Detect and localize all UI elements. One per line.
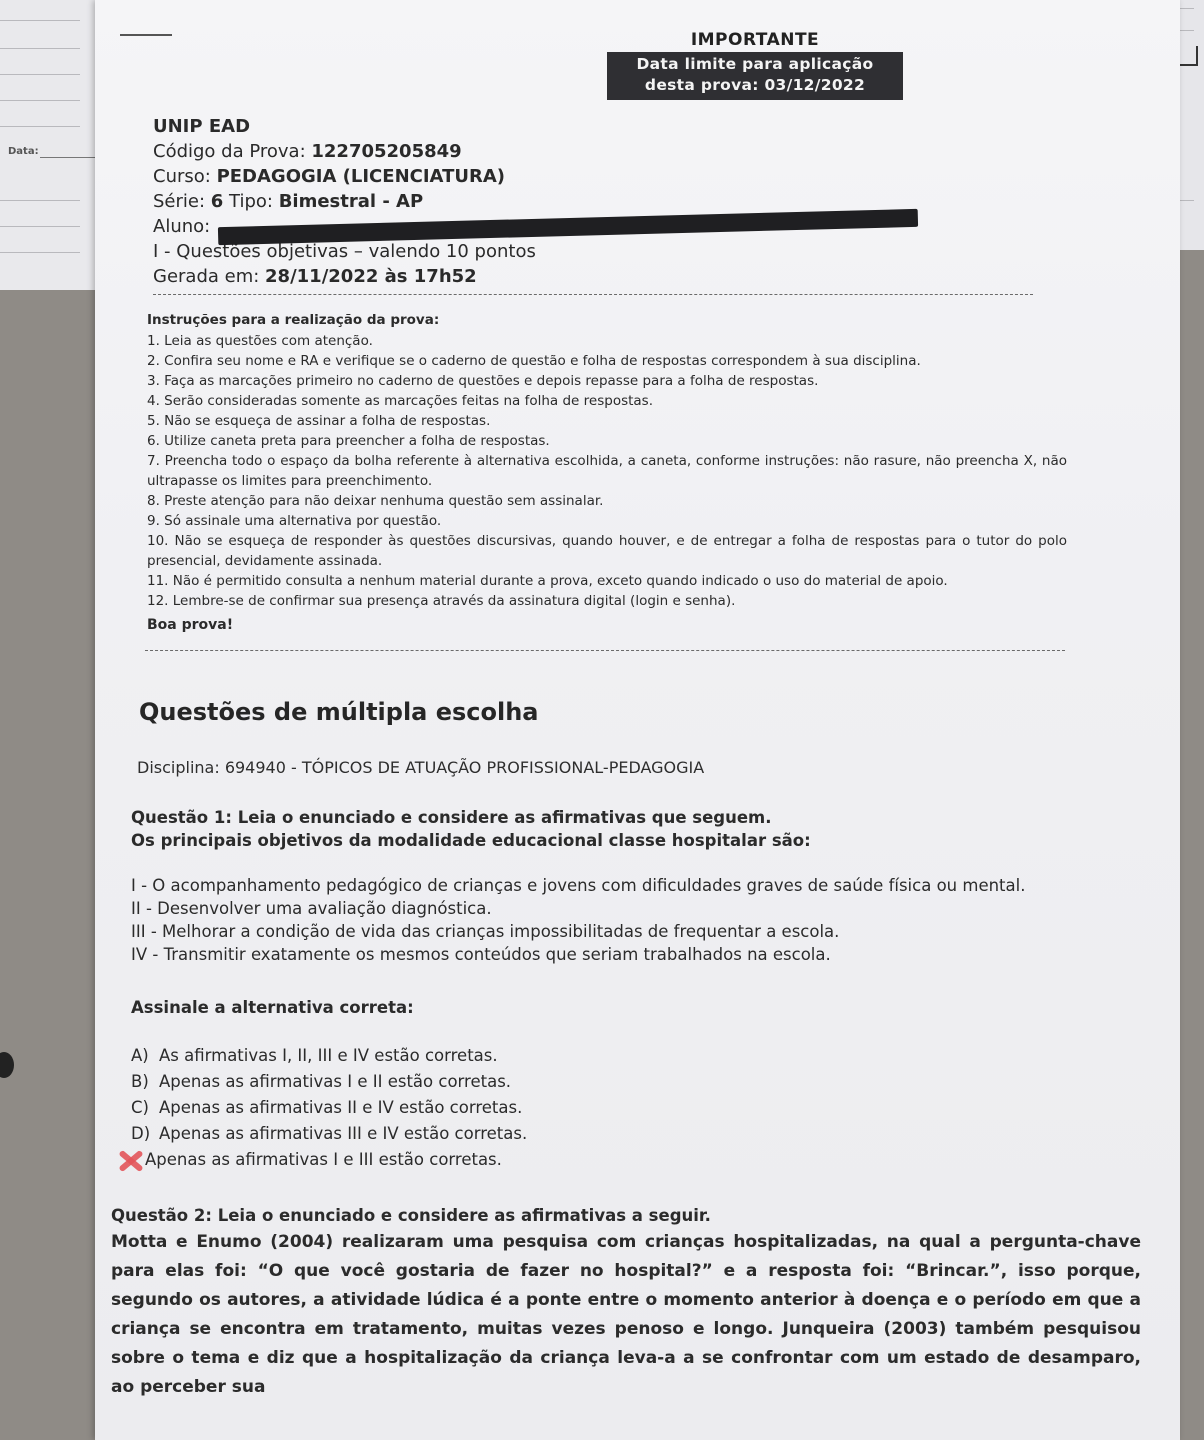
option-text: As afirmativas I, II, III e IV estão corretas. [159, 1046, 498, 1065]
option-text: Apenas as afirmativas III e IV estão corretas. [159, 1124, 528, 1143]
course [153, 164, 918, 189]
option-d[interactable] [131, 1121, 1051, 1147]
instruction-item: 5. Não se esqueça de assinar a folha de respostas. [147, 413, 491, 429]
question-2-prompt: Questão 2: Leia o enunciado e considere as afirmativas a seguir. [111, 1206, 711, 1225]
question-1-prompt-line-1: Questão 1: Leia o enunciado e considere as afirmativas que seguem. [131, 808, 772, 827]
series-value: 6 [210, 191, 224, 212]
institution-name: UNIP EAD [153, 116, 251, 137]
instructions-title: Instruções para a realização da prova: [147, 312, 440, 328]
instruction-item: 6. Utilize caneta preta para preencher a folha de respostas. [147, 433, 550, 449]
question-1-prompt-line-2: Os principais objetivos da modalidade educacional classe hospitalar são: [131, 831, 811, 850]
statement-item: I - O acompanhamento pedagógico de crianças e jovens com dificuldades graves de saúde física ou mental. [131, 876, 1026, 895]
instruction-item: 8. Preste atenção para não deixar nenhuma questão sem assinalar. [147, 493, 604, 509]
option-text: Apenas as afirmativas I e III estão corretas. [145, 1150, 502, 1169]
deadline-box [607, 52, 903, 100]
statement-item: IV - Transmitir exatamente os mesmos conteúdos que seriam trabalhados na escola. [131, 945, 831, 964]
generated-value: 28/11/2022 às 17h52 [265, 266, 477, 287]
instructions-divider [145, 650, 1065, 651]
exam-code-label: Código da Prova: [153, 141, 312, 162]
series-type [153, 189, 918, 214]
question-1 [131, 806, 1051, 1173]
background-date-label: Data: [8, 146, 39, 157]
question-2 [111, 1204, 1141, 1402]
background-dark-object [0, 1052, 14, 1078]
background-right-mark-vertical [1196, 46, 1198, 66]
option-a[interactable] [131, 1043, 1051, 1069]
option-b[interactable] [131, 1069, 1051, 1095]
option-letter: D) [131, 1124, 151, 1143]
instruction-item: 1. Leia as questões com atenção. [147, 333, 373, 349]
red-x-mark-icon [115, 1147, 145, 1173]
generated-label: Gerada em: [153, 266, 266, 287]
type-label: Tipo: [223, 191, 279, 212]
option-text: Apenas as afirmativas I e II estão corretas. [159, 1072, 512, 1091]
course-value: PEDAGOGIA (LICENCIATURA) [216, 166, 505, 187]
instruction-item: 3. Faça as marcações primeiro no caderno de questões e depois repasse para a folha de respostas. [147, 373, 819, 389]
student-label: Aluno: [153, 216, 216, 237]
question-1-options [131, 1043, 1051, 1173]
instruction-item: 11. Não é permitido consulta a nenhum material durante a prova, exceto quando indicado o uso do material de apoio. [147, 573, 948, 589]
exam-code [153, 139, 918, 164]
question-2-text: Motta e Enumo (2004) realizaram uma pesquisa com crianças hospitalizadas, na qual a pergunta-chave para elas foi: “O que você gostaria de fazer no hospital?” e a resposta foi: “Brincar.”, isso porque, segundo os autores, a atividade lúdica é a ponte entre o momento anterior à doença e o período em que a criança se encontra em tratamento, muitas vezes penoso e longo. Junqueira (2003) também pesquisou sobre o tema e diz que a hospitalização da criança leva-a a se confrontar com um estado de desamparo, ao perceber sua [111, 1232, 1141, 1397]
discipline: Disciplina: 694940 - TÓPICOS DE ATUAÇÃO PROFISSIONAL-PEDAGOGIA [137, 758, 705, 777]
statement-item: III - Melhorar a condição de vida das crianças impossibilitadas de frequentar a escola. [131, 922, 840, 941]
top-dash-mark [120, 34, 172, 36]
option-letter: B) [131, 1072, 149, 1091]
deadline-line-1: Data limite para aplicação [636, 55, 874, 73]
background-date-line [40, 157, 95, 158]
section-line: I - Questões objetivas – valendo 10 pontos [153, 241, 536, 262]
background-paper-left [0, 0, 110, 290]
generated-at [153, 264, 918, 289]
important-notice [607, 30, 903, 100]
option-c[interactable] [131, 1095, 1051, 1121]
important-title: IMPORTANTE [690, 30, 820, 50]
option-e-marked[interactable] [131, 1147, 1051, 1173]
question-1-instruction: Assinale a alternativa correta: [131, 998, 414, 1017]
instruction-item: 4. Serão consideradas somente as marcações feitas na folha de respostas. [147, 393, 653, 409]
student [153, 214, 918, 239]
instruction-item: 12. Lembre-se de confirmar sua presença através da assinatura digital (login e senha). [147, 593, 736, 609]
instruction-item: 2. Confira seu nome e RA e verifique se o caderno de questão e folha de respostas correspondem à sua disciplina. [147, 353, 921, 369]
exam-code-value: 122705205849 [311, 141, 462, 162]
good-luck-text: Boa prova! [147, 617, 234, 633]
instructions [147, 312, 1067, 633]
question-1-statements [131, 874, 1051, 966]
instruction-item: 10. Não se esqueça de responder às questões discursivas, quando houver, e de entregar a folha de respostas para o tutor do polo presencial, devidamente assinada. [147, 533, 1067, 569]
type-value: Bimestral - AP [278, 191, 424, 212]
exam-header [153, 114, 918, 289]
section-title: Questões de múltipla escolha [139, 698, 539, 726]
instruction-item: 7. Preencha todo o espaço da bolha referente à alternativa escolhida, a caneta, conforme instruções: não rasure, não preencha X, não ultrapasse os limites para preenchimento. [147, 453, 1067, 489]
exam-sheet [95, 0, 1180, 1440]
header-divider [153, 294, 1033, 295]
option-letter: A) [131, 1046, 149, 1065]
course-label: Curso: [153, 166, 217, 187]
statement-item: II - Desenvolver uma avaliação diagnóstica. [131, 899, 492, 918]
deadline-line-2: desta prova: 03/12/2022 [644, 76, 866, 94]
option-letter: C) [131, 1098, 149, 1117]
series-label: Série: [153, 191, 211, 212]
instruction-item: 9. Só assinale uma alternativa por questão. [147, 513, 442, 529]
option-text: Apenas as afirmativas II e IV estão corretas. [159, 1098, 523, 1117]
